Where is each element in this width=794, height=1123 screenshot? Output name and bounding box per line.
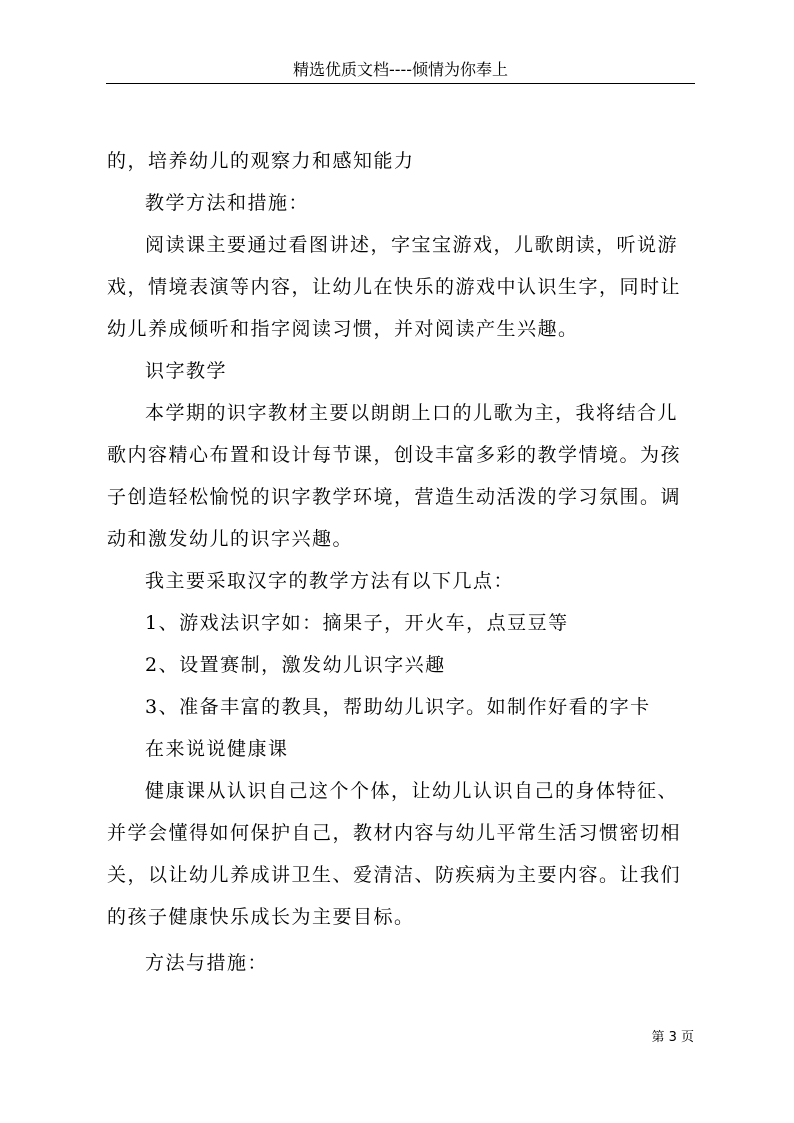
paragraph-line: 关，以让幼儿养成讲卫生、爱清洁、防疾病为主要内容。让我们 bbox=[107, 864, 682, 886]
paragraph-line: 我主要采取汉字的教学方法有以下几点： bbox=[145, 570, 515, 592]
paragraph-line: 阅读课主要通过看图讲述，字宝宝游戏，儿歌朗读，听说游 bbox=[145, 234, 679, 256]
header-divider bbox=[106, 83, 695, 84]
section-heading: 在来说说健康课 bbox=[145, 738, 289, 760]
paragraph-line: 子创造轻松愉悦的识字教学环境，营造生动活泼的学习氛围。调 bbox=[107, 486, 682, 508]
paragraph-line: 动和激发幼儿的识字兴趣。 bbox=[107, 528, 354, 550]
paragraph-line: 歌内容精心布置和设计每节课，创设丰富多彩的教学情境。为孩 bbox=[107, 444, 682, 466]
section-heading: 方法与措施： bbox=[145, 952, 269, 974]
section-heading: 教学方法和措施： bbox=[145, 192, 310, 214]
paragraph-line: 戏，情境表演等内容，让幼儿在快乐的游戏中认识生字，同时让 bbox=[107, 276, 682, 298]
paragraph-line: 健康课从认识自己这个个体，让幼儿认识自己的身体特征、 bbox=[145, 780, 679, 802]
list-item: 2、设置赛制，激发幼儿识字兴趣 bbox=[145, 654, 446, 676]
document-body bbox=[107, 140, 695, 984]
paragraph-line: 并学会懂得如何保护自己，教材内容与幼儿平常生活习惯密切相 bbox=[107, 822, 682, 844]
paragraph-line: 的孩子健康快乐成长为主要目标。 bbox=[107, 906, 415, 928]
paragraph-line: 本学期的识字教材主要以朗朗上口的儿歌为主，我将结合儿 bbox=[145, 402, 679, 424]
paragraph-line: 幼儿养成倾听和指字阅读习惯，并对阅读产生兴趣。 bbox=[107, 318, 579, 340]
page-number: 第 3 页 bbox=[651, 1030, 694, 1045]
page-header-title: 精选优质文档----倾情为你奉上 bbox=[292, 60, 509, 79]
list-item: 1、游戏法识字如：摘果子，开火车，点豆豆等 bbox=[145, 612, 569, 634]
list-item: 3、准备丰富的教具，帮助幼儿识字。如制作好看的字卡 bbox=[145, 696, 651, 718]
section-heading: 识字教学 bbox=[145, 360, 228, 382]
paragraph-line: 的，培养幼儿的观察力和感知能力 bbox=[107, 150, 415, 172]
